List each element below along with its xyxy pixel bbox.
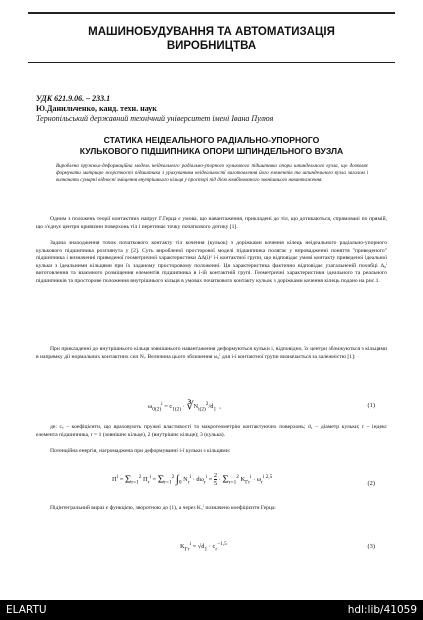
equation-1-number: (1) (367, 402, 375, 409)
equation-2: $\Pi^i = \Sigma_{r=1}^2$ $\Pi_r^i = \Sigma_{r=1}^2$ $\int_0$ $N_r^i \cdot d\omega_r^i$ = $\frac{2}{5}$ · $\Sigma_{r=1}^2$ $K_{\Gamma r}^i \cdot \omega_r^{i 2,5}$ (112, 472, 273, 487)
equation-2-number: (2) (367, 480, 375, 487)
author-line: Ю.Данильченко, канд. техн. наук (36, 104, 157, 113)
section-heading-line2: ВИРОБНИЦТВА (166, 40, 257, 52)
paragraph-6: Підінтегральний вираз є функцією, зворотною до (1), а через K₁ⁱ позначено коефіцієнти Герца: (50, 505, 276, 511)
paragraph-3: При прикладенні до внутрішнього кільця зовнішнього навантаження деформуються кульки і, відповідно, їх центри зближуються з кільцями в напрямку дії нормальних контактних сил Nᵢ. Величина цього зближення ω₀ⁱ для і-ї контактної групи визначається за залежністю [1]: (36, 346, 387, 360)
repository-name[interactable]: ELARTU (6, 604, 47, 616)
article-title-line2: КУЛЬКОВОГО ПІДШИПНИКА ОПОРИ ШПИНДЕЛЬНОГО ВУЗЛА (79, 146, 344, 156)
affiliation-line: Тернопільський державний технічний університет імені Івана Пулюя (36, 114, 274, 123)
handle-id[interactable]: hdl:lib/41059 (347, 604, 417, 616)
header-rule-top (28, 12, 395, 14)
equation-3-number: (3) (367, 543, 375, 550)
paragraph-5: Потенційна енергія, нагромаджена при деформуванні і-ї кульки з кільцями: (50, 448, 231, 454)
equation-3: $K_{\Gamma r}^i = √d_1 \cdot c_r^{-1,5}$ (180, 541, 227, 553)
paragraph-2: Задача знаходження точок початкового контакту тіл кочення (кульок) з доріжками кочення кілець неідеального радіально-упорного кулькового підшипника розглянута у [2]. Суть виробленої просторової моделі підшипника полягає у впровадженні поняття "приведеного" підшипника і визначенні приведеної геометричної характеристики ΔΔ(i)¹ і-ї контактної групи, що відповідає умові контакту приведеної ідеальної кульки з ідеальними кільцями при їх заданому просторовому положенні. Ця характеристика фактично відповідає узагальненій похибці Δ₀ⁱ виготовлення та взаємного розміщення елементів підшипника в і-ій контактній групі. Геометричні характеристики ідеального та реального підшипників та просторове положення внутрішнього кільця в умовах початкового контакту кульок з доріжками кочення кілець подано на рис.1. (36, 240, 387, 284)
equation-1: $\omega_{0(2)}^i = c_{1(2)}$ · $∛N_{i(2)}^2/d_1$ , (148, 400, 221, 413)
paragraph-1: Одним з положень теорії контактних напруг Г.Герца є умова, що навантаження, прикладені до тіл, що дотикаються, спрямовані по прямій, що з'єднує центри кривизни поверхонь тіл і перетинає точку початкового дотику [1]. (36, 216, 387, 230)
udc-code: УДК 621.9.06. – 233.1 (36, 94, 111, 103)
section-heading-line1: МАШИНОБУДУВАННЯ ТА АВТОМАТИЗАЦІЯ (88, 26, 335, 38)
paragraph-4: де: cₑ – коефіцієнти, що враховують пружні властивості та макрогеометрію контактуючих поверхонь; d₁ – діаметр кульки; r – індекс елемента підшипника, r = 1 (зовнішнє кільце), 2 (внутрішнє кільце); 3 (кулька). (36, 424, 387, 438)
repository-footer-bar (0, 600, 423, 620)
abstract: Вироблена пружньо-деформаційна модель неідеального радіально-упорного кулькового підшипника опори шпиндельного вузла, що дозволяє формувати матрицю жорсткості підшипника з урахуванням неідеальності виготовлення його елементів та шпиндельного вузла загалом і визначати сумарні відносні зміщення внутрішнього кільця у просторі під дією комбінованого зовнішнього навантаження. (56, 163, 368, 183)
header-rule-bottom (28, 62, 395, 63)
article-title-line1: СТАТИКА НЕІДЕАЛЬНОГО РАДІАЛЬНО-УПОРНОГО (103, 135, 320, 145)
